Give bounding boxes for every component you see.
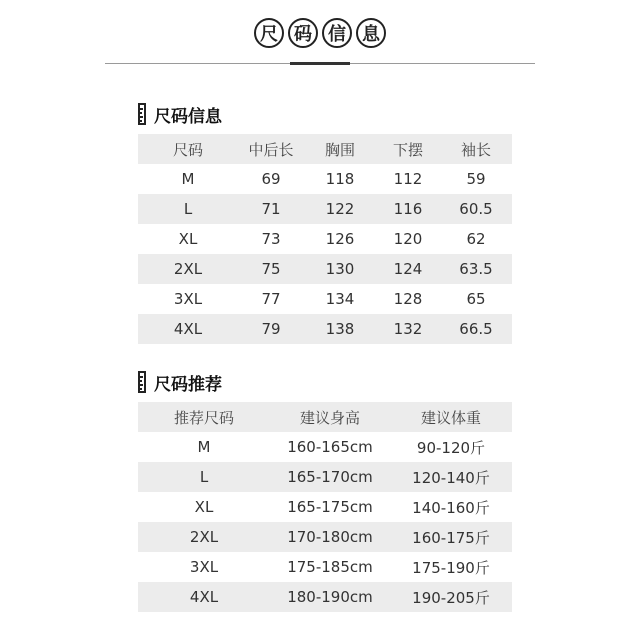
table-cell: 75 [238, 254, 304, 284]
table-cell: 132 [376, 314, 440, 344]
size-section-title: 尺码信息 [154, 106, 222, 127]
table-cell: 63.5 [440, 254, 512, 284]
table-cell: 69 [261, 170, 281, 188]
table-cell: XL [178, 230, 198, 248]
table-cell: 165-170cm [270, 462, 390, 492]
table-cell: 128 [393, 290, 423, 308]
table-cell: 134 [325, 290, 355, 308]
table-header-row [138, 402, 512, 432]
column-header: 袖长 [440, 134, 512, 164]
table-cell: 120-140斤 [390, 462, 512, 492]
table-row [138, 224, 512, 254]
ruler-icon [138, 103, 146, 125]
size-table [138, 134, 512, 344]
table-row [138, 582, 512, 612]
table-cell: 90-120斤 [416, 438, 486, 457]
column-header: 下摆 [376, 134, 440, 164]
header-badge: 息 [356, 18, 386, 48]
table-cell: 79 [238, 314, 304, 344]
table-cell: M [181, 170, 195, 188]
table-cell: 71 [238, 194, 304, 224]
table-cell: 2XL [138, 522, 270, 552]
header-badge: 信 [322, 18, 352, 48]
table-cell: 118 [325, 170, 355, 188]
column-header: 胸围 [304, 134, 376, 164]
table-row [138, 522, 512, 552]
header-title [0, 18, 640, 48]
table-cell: 175-190斤 [412, 558, 490, 577]
header-badge: 码 [288, 18, 318, 48]
table-cell: 180-190cm [270, 582, 390, 612]
table-cell: 77 [261, 290, 281, 308]
table-cell: 165-175cm [287, 498, 373, 516]
table-cell: 59 [466, 170, 486, 188]
column-header: 中后长 [238, 134, 304, 164]
table-cell: 140-160斤 [412, 498, 490, 517]
table-row [138, 432, 512, 462]
table-cell: 60.5 [440, 194, 512, 224]
ruler-icon [138, 371, 146, 393]
table-cell: 66.5 [440, 314, 512, 344]
table-cell: 120 [393, 230, 423, 248]
table-cell: 175-185cm [287, 558, 373, 576]
table-cell: 126 [325, 230, 355, 248]
table-cell: L [138, 194, 238, 224]
table-row [138, 462, 512, 492]
column-header: 尺码 [138, 134, 238, 164]
column-header: 推荐尺码 [138, 402, 270, 432]
table-header-row [138, 134, 512, 164]
table-cell: 124 [376, 254, 440, 284]
table-cell: L [138, 462, 270, 492]
table-cell: 130 [304, 254, 376, 284]
table-row [138, 314, 512, 344]
table-cell: 160-165cm [287, 438, 373, 456]
table-cell: 65 [466, 290, 486, 308]
table-row [138, 552, 512, 582]
column-header: 建议身高 [270, 402, 390, 432]
table-cell: 160-175斤 [390, 522, 512, 552]
table-cell: 190-205斤 [390, 582, 512, 612]
size-section-heading [138, 102, 222, 126]
table-row [138, 164, 512, 194]
table-cell: 62 [466, 230, 486, 248]
table-cell: 3XL [173, 290, 203, 308]
table-cell: M [197, 438, 211, 456]
table-row [138, 194, 512, 224]
table-cell: XL [194, 498, 214, 516]
table-row [138, 492, 512, 522]
table-cell: 122 [304, 194, 376, 224]
table-cell: 73 [261, 230, 281, 248]
table-cell: 138 [304, 314, 376, 344]
table-cell: 2XL [138, 254, 238, 284]
table-cell: 112 [393, 170, 423, 188]
table-row [138, 284, 512, 314]
table-cell: 170-180cm [270, 522, 390, 552]
header-divider-accent [290, 62, 350, 65]
table-cell: 4XL [138, 314, 238, 344]
table-cell: 4XL [138, 582, 270, 612]
header-badge: 尺 [254, 18, 284, 48]
table-cell: 3XL [189, 558, 219, 576]
recommend-table [138, 402, 512, 612]
column-header: 建议体重 [390, 402, 512, 432]
table-row [138, 254, 512, 284]
table-cell: 116 [376, 194, 440, 224]
recommend-section-title: 尺码推荐 [154, 374, 222, 395]
recommend-section-heading [138, 370, 222, 394]
